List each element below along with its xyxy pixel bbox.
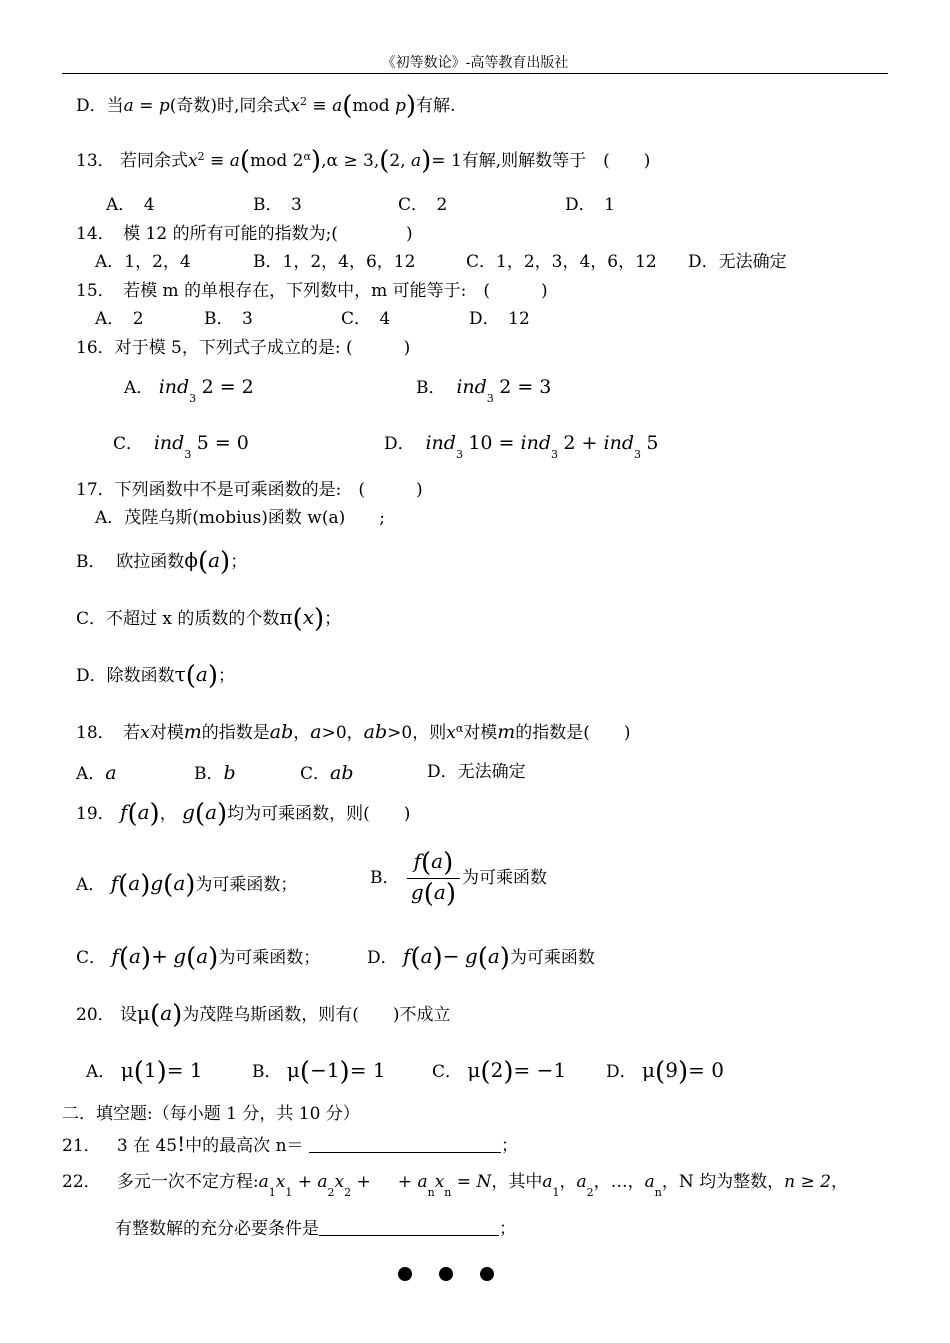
q14-option-b[interactable]: B．1，2，4，6，12 [253, 252, 416, 272]
q18-option-d[interactable]: D．无法确定 [427, 762, 526, 782]
q13-option-c[interactable]: C． 2 [398, 195, 448, 215]
question-18: 18． 若x对模m的指数是ab，a>0，ab>0，则$x^\alpha$对模m的指数是( ) [76, 721, 631, 743]
option-label: D． [76, 96, 107, 116]
answer-blank-22[interactable] [319, 1219, 499, 1236]
q19-option-d[interactable]: D． f(a)− g(a)为可乘函数 [367, 943, 595, 973]
question-19: 19． f(a)， g(a)均为可乘函数，则( ) [76, 799, 411, 829]
q15-option-c[interactable]: C． 4 [341, 309, 391, 329]
q15-option-b[interactable]: B． 3 [204, 309, 253, 329]
ellipsis-dot [398, 1267, 412, 1281]
question-22: 22． 多元一次不定方程$:a_1x_1 + a_2x_2$ + + $a_nx_n = N$，其中$a_1$，$a_2$，…，$a_n$，N 均为整数，n ≥ 2， [62, 1172, 848, 1199]
q18-option-b[interactable]: B．b [194, 762, 236, 784]
q14-option-d[interactable]: D．无法确定 [688, 252, 787, 272]
question-13 [76, 148, 650, 174]
q17-option-c[interactable]: C．不超过 x 的质数的个数π(x)； [76, 604, 342, 634]
q15-option-a[interactable]: A． 2 [95, 309, 144, 329]
question-text: 若同余式$x^2 \equiv a(mod$ $2^\alpha),\alpha \ge 3,(2$, a)= 1有解,则解数等于 ( ) [120, 146, 651, 176]
q13-option-b[interactable]: B． 3 [253, 195, 302, 215]
fraction: $\frac{f(a)}{g(a)}$ [407, 850, 460, 907]
ellipsis-dot [439, 1267, 453, 1281]
q16-option-d[interactable]: D． ind$_3$ 10 = ind$_3$ 2 + ind$_3$ 5 [384, 432, 659, 461]
q19-option-c[interactable]: C． f(a)+ g(a)为可乘函数； [76, 943, 321, 973]
question-20: 20． 设μ(a)为茂陛乌斯函数，则有( )不成立 [76, 1000, 451, 1030]
question-22-line2: 有整数解的充分必要条件是 ； [115, 1219, 516, 1239]
q15-option-d[interactable]: D． 12 [469, 309, 530, 329]
page-header: 《初等数论》-高等教育出版社 [381, 55, 569, 71]
q12-option-d: D．当a = p(奇数)时,同余式$x^2 \equiv a(mod$ p)有解. [76, 91, 456, 121]
q20-option-b[interactable]: B． μ(−1)= 1 [252, 1057, 386, 1087]
q18-option-a[interactable]: A．a [76, 762, 117, 784]
header-rule [62, 73, 888, 74]
question-16: 16．对于模 5，下列式子成立的是: ( ) [76, 338, 411, 358]
q18-option-c[interactable]: C．ab [300, 762, 354, 784]
answer-blank-21[interactable] [309, 1136, 501, 1153]
q13-option-a[interactable]: A． 4 [106, 195, 155, 215]
q17-option-d[interactable]: D．除数函数τ(a)； [76, 661, 235, 691]
q20-option-c[interactable]: C． μ(2)= −1 [432, 1057, 567, 1087]
q20-option-d[interactable]: D． μ(9)= 0 [606, 1057, 724, 1087]
question-21: 21． 3 在 45!中的最高次 n＝ ； [62, 1132, 518, 1156]
q16-option-c[interactable]: C． ind$_3$ 5 = 0 [113, 432, 249, 461]
ellipsis-dot [480, 1267, 494, 1281]
q14-option-a[interactable]: A．1，2，4 [95, 252, 191, 272]
question-14: 14． 模 12 的所有可能的指数为;( ) [76, 224, 413, 244]
q20-option-a[interactable]: A． μ(1)= 1 [86, 1057, 203, 1087]
question-17: 17．下列函数中不是可乘函数的是: ( ) [76, 480, 423, 500]
q16-option-a[interactable]: A． ind$_3$ 2 = 2 [124, 376, 254, 405]
question-15: 15． 若模 m 的单根存在，下列数中，m 可能等于: ( ) [76, 281, 548, 301]
q13-option-d[interactable]: D． 1 [565, 195, 615, 215]
q14-option-c[interactable]: C．1，2，3，4，6，12 [466, 252, 657, 272]
q17-option-a[interactable]: A．茂陛乌斯(mobius)函数 w(a) ; [95, 508, 385, 528]
q19-option-a[interactable]: A． f(a)g(a)为可乘函数； [76, 870, 298, 900]
question-number: 13． [76, 151, 115, 171]
section-heading: 二．填空题:（每小题 1 分，共 10 分） [62, 1104, 360, 1124]
q17-option-b[interactable]: B． 欧拉函数ϕ(a)； [76, 547, 248, 577]
q16-option-b[interactable]: B． ind$_3$ 2 = 3 [416, 376, 552, 405]
q19-option-b[interactable]: B． $\frac{f(a)}{g(a)}$ 为可乘函数 [370, 848, 547, 909]
